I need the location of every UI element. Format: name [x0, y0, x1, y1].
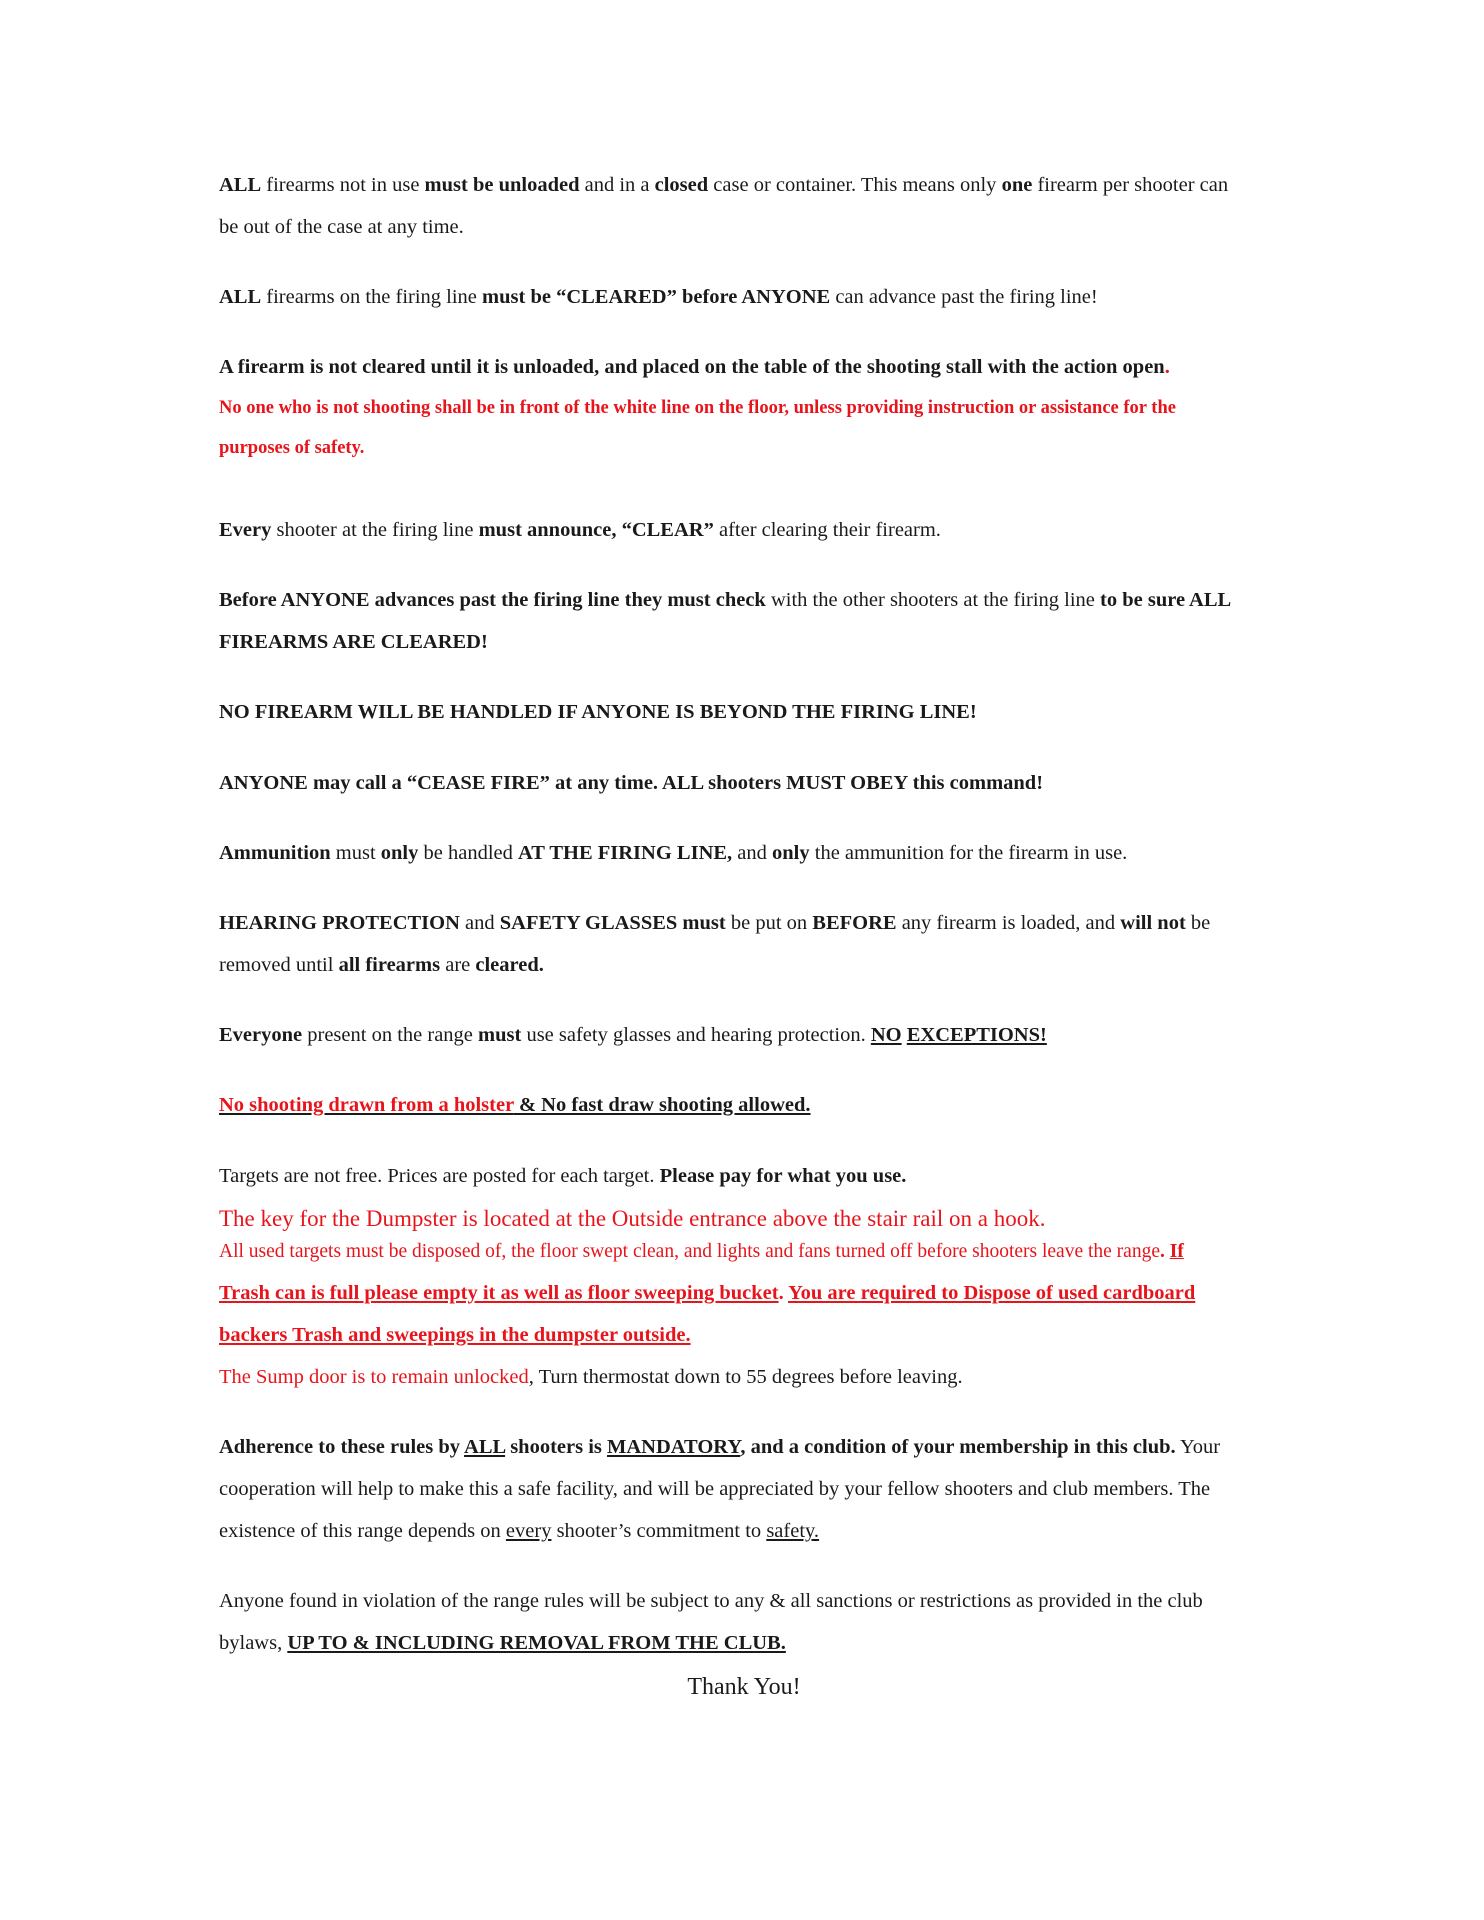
rule-text: be handled: [418, 842, 518, 864]
rule-text: Targets are not free. Prices are posted for each target.: [219, 1165, 660, 1187]
rule-text: MANDATORY: [607, 1436, 741, 1458]
rule-text: only: [380, 842, 419, 864]
rule-adherence-line1: [219, 1436, 1289, 1459]
rule-cleanup-line2: [219, 1282, 1289, 1305]
rule-text: existence of this range depends on: [219, 1520, 506, 1542]
rule-text: If: [1169, 1241, 1184, 1262]
rule-text: are: [440, 954, 476, 976]
rule-text: with the other shooters at the firing line: [765, 589, 1101, 611]
rule-white-line-line2: purposes of safety.: [219, 438, 365, 458]
rule-text: shooter at the firing line: [271, 519, 479, 541]
rule-everyone-protection: [219, 1024, 1289, 1047]
rule-text: safety.: [766, 1520, 820, 1542]
rule-text: firearm per shooter can: [1032, 174, 1229, 196]
rule-cleanup-line3: backers Trash and sweepings in the dumpster outside.: [219, 1324, 691, 1346]
rule-text: Ammunition: [219, 842, 331, 864]
rule-text: will not: [1120, 912, 1186, 934]
rule-text: Please pay for what you use.: [659, 1165, 907, 1187]
rule-cease-fire: ANYONE may call a “CEASE FIRE” at any time. ALL shooters MUST OBEY this command!: [219, 772, 1044, 794]
rule-text: .: [778, 1282, 789, 1304]
rule-text: shooter’s commitment to: [551, 1520, 767, 1542]
rule-text: only: [772, 842, 810, 864]
rule-white-line-line1: No one who is not shooting shall be in front of the white line on the floor, unless providing instruction or assistance for the: [219, 398, 1176, 418]
rule-text: must be “CLEARED” before ANYONE: [482, 286, 831, 308]
rule-violations-line1: Anyone found in violation of the range rules will be subject to any & all sanctions or restrictions as provided in the club: [219, 1590, 1203, 1612]
rule-text: Adherence to these rules by: [219, 1436, 465, 1458]
rule-adherence-line2: cooperation will help to make this a safe facility, and will be appreciated by your fellow shooters and club members. The: [219, 1478, 1211, 1500]
rule-text: and: [459, 912, 500, 934]
rule-cleared-before-advance: [219, 286, 1289, 309]
rule-announce-clear: [219, 519, 1289, 542]
rule-text: Every: [219, 519, 272, 541]
rule-text: removed until: [219, 954, 339, 976]
rule-definition-cleared: [219, 356, 1289, 379]
rule-text: ALL: [219, 174, 262, 196]
rule-text: bylaws,: [219, 1632, 288, 1654]
rule-text: all firearms: [338, 954, 441, 976]
rule-text: Trash can is full please empty it as well as floor sweeping bucket: [219, 1282, 779, 1304]
rule-text: must: [478, 1024, 522, 1046]
rule-text: .: [1159, 1241, 1170, 1262]
rule-text: , and a condition of your membership in this club.: [740, 1436, 1176, 1458]
rule-text: be put on: [725, 912, 813, 934]
rule-text: ALL: [464, 1436, 506, 1458]
rule-cleanup-line1: [219, 1241, 1289, 1263]
rule-unloaded-line1: [219, 174, 1289, 197]
rule-text: firearms on the firing line: [261, 286, 483, 308]
rule-dumpster-key: The key for the Dumpster is located at the Outside entrance above the stair rail on a hook.: [219, 1206, 1046, 1231]
rule-text: SAFETY GLASSES must: [499, 912, 726, 934]
rule-hearing-eye-protection-line1: [219, 912, 1289, 935]
rule-text: No shooting drawn from a holster: [219, 1094, 514, 1116]
rule-targets-not-free: [219, 1165, 1289, 1188]
rule-text: Before ANYONE advances past the firing line they must check: [219, 589, 766, 611]
rule-text: must be unloaded: [424, 174, 580, 196]
rule-text: ALL: [219, 286, 262, 308]
rule-text: use safety glasses and hearing protection.: [521, 1024, 871, 1046]
rule-check-before-advance-line1: [219, 589, 1289, 612]
rule-text: A firearm is not cleared until it is unloaded, and placed on the table of the shooting stall with the action open: [219, 356, 1165, 378]
rule-text: EXCEPTIONS!: [906, 1024, 1047, 1046]
rule-text: cleared.: [475, 954, 544, 976]
rule-text: any firearm is loaded, and: [896, 912, 1121, 934]
rule-text: The Sump door is to remain unlocked: [219, 1366, 529, 1388]
rule-text: to be sure ALL: [1100, 589, 1232, 611]
rule-violations-line2: [219, 1632, 1289, 1655]
rule-text: the ammunition for the firearm in use.: [809, 842, 1128, 864]
rule-adherence-line3: [219, 1520, 1289, 1543]
rule-text: shooters is: [505, 1436, 607, 1458]
rule-text: , Turn thermostat down to 55 degrees before leaving.: [528, 1366, 963, 1388]
rule-text: must announce, “CLEAR”: [478, 519, 714, 541]
rule-text: HEARING PROTECTION: [219, 912, 460, 934]
rule-text: and in a: [579, 174, 655, 196]
closing-thank-you: Thank You!: [687, 1674, 801, 1700]
rule-text: after clearing their firearm.: [713, 519, 941, 541]
rule-unloaded-line2: be out of the case at any time.: [219, 216, 464, 238]
rule-hearing-eye-protection-line2: [219, 954, 1289, 977]
rule-text: Your: [1175, 1436, 1221, 1458]
rule-text: closed: [654, 174, 709, 196]
rule-text: & No fast draw shooting allowed.: [513, 1094, 811, 1116]
rule-text: NO: [870, 1024, 902, 1046]
rule-text: and: [732, 842, 773, 864]
rule-text: BEFORE: [812, 912, 897, 934]
rule-text: present on the range: [302, 1024, 479, 1046]
rule-text: All used targets must be disposed of, the floor swept clean, and lights and fans turned off before shooters leave the range: [219, 1241, 1160, 1262]
rule-no-holster-draw: [219, 1094, 1289, 1117]
rule-text: UP TO & INCLUDING REMOVAL FROM THE CLUB.: [287, 1632, 786, 1654]
rule-text: You are required to Dispose of used cardboard: [788, 1282, 1196, 1304]
rule-text: .: [1164, 356, 1170, 378]
rule-text: every: [505, 1520, 552, 1542]
rule-text: one: [1001, 174, 1033, 196]
rule-check-before-advance-line2: FIREARMS ARE CLEARED!: [219, 631, 488, 653]
rule-ammunition: [219, 842, 1289, 865]
rule-no-handling-beyond-line: NO FIREARM WILL BE HANDLED IF ANYONE IS BEYOND THE FIRING LINE!: [219, 701, 977, 723]
rule-text: case or container. This means only: [708, 174, 1002, 196]
rule-text: must: [330, 842, 381, 864]
rule-text: AT THE FIRING LINE,: [518, 842, 733, 864]
rule-sump-door-thermostat: [219, 1366, 1289, 1389]
rule-text: Everyone: [219, 1024, 303, 1046]
rule-text: be: [1185, 912, 1211, 934]
rule-text: firearms not in use: [261, 174, 425, 196]
rule-text: can advance past the firing line!: [830, 286, 1098, 308]
